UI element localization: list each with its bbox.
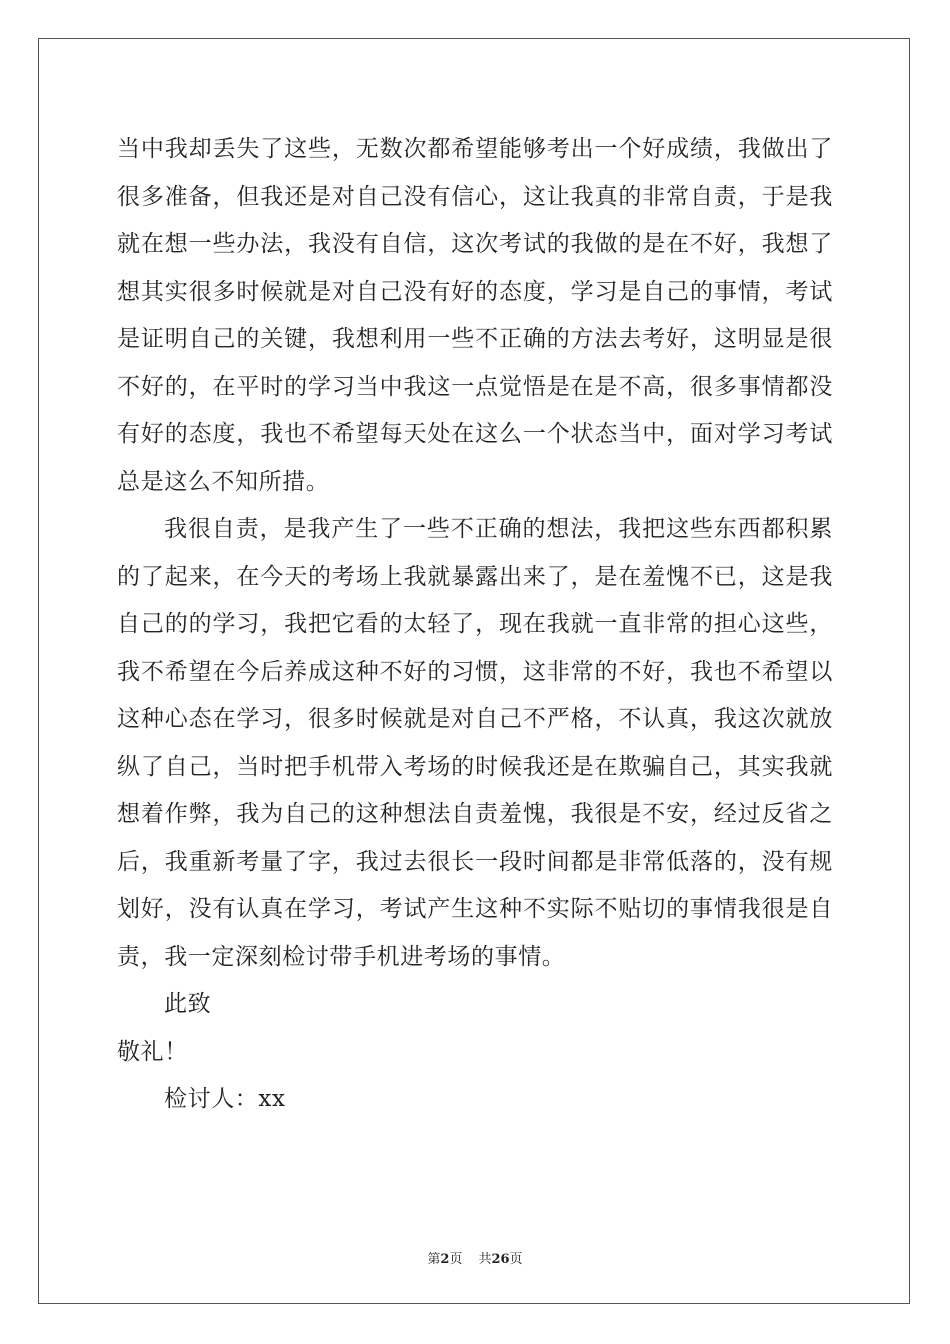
page-prefix: 第	[427, 1252, 441, 1267]
paragraph-1: 当中我却丢失了这些，无数次都希望能够考出一个好成绩，我做出了很多准备，但我还是对自己没有信心，这让我真的非常自责，于是我就在想一些办法，我没有自信，这次考试的我做的是在不好，我想了想其实很多时候就是对自己没有好的态度，学习是自己的事情，考试是证明自己的关键，我想利用一些不正确的方法去考好，这明显是很不好的，在平时的学习当中我这一点觉悟是在是不高，很多事情都没有好的态度，我也不希望每天处在这么一个状态当中，面对学习考试总是这么不知所措。	[117, 136, 833, 495]
total-page-count: 26	[491, 1252, 510, 1267]
total-prefix: 共	[478, 1252, 492, 1267]
total-suffix: 页	[509, 1252, 523, 1267]
paragraph-2: 我很自责，是我产生了一些不正确的想法，我把这些东西都积累的了起来，在今天的考场上我就暴露出来了，是在羞愧不已，这是我自己的的学习，我把它看的太轻了，现在我就一直非常的担心这些，我不希望在今后养成这种不好的习惯，这非常的不好，我也不希望以这种心态在学习，很多时候就是对自己不严格，不认真，我这次就放纵了自己，当时把手机带入考场的时候我还是在欺骗自己，其实我就想着作弊，我为自己的这种想法自责羞愧，我很是不安，经过反省之后，我重新考量了字，我过去很长一段时间都是非常低落的，没有规划好，没有认真在学习，考试产生这种不实际不贴切的事情我很是自责，我一定深刻检讨带手机进考场的事情。	[117, 516, 833, 970]
current-page-number: 2	[440, 1252, 450, 1267]
signature-line: 检讨人：xx	[164, 1086, 286, 1112]
page-suffix: 页	[449, 1252, 463, 1267]
page-footer	[0, 1248, 950, 1267]
closing-line: 此致	[164, 991, 212, 1017]
document-body	[117, 126, 833, 1124]
salutation-line: 敬礼！	[117, 1038, 188, 1065]
